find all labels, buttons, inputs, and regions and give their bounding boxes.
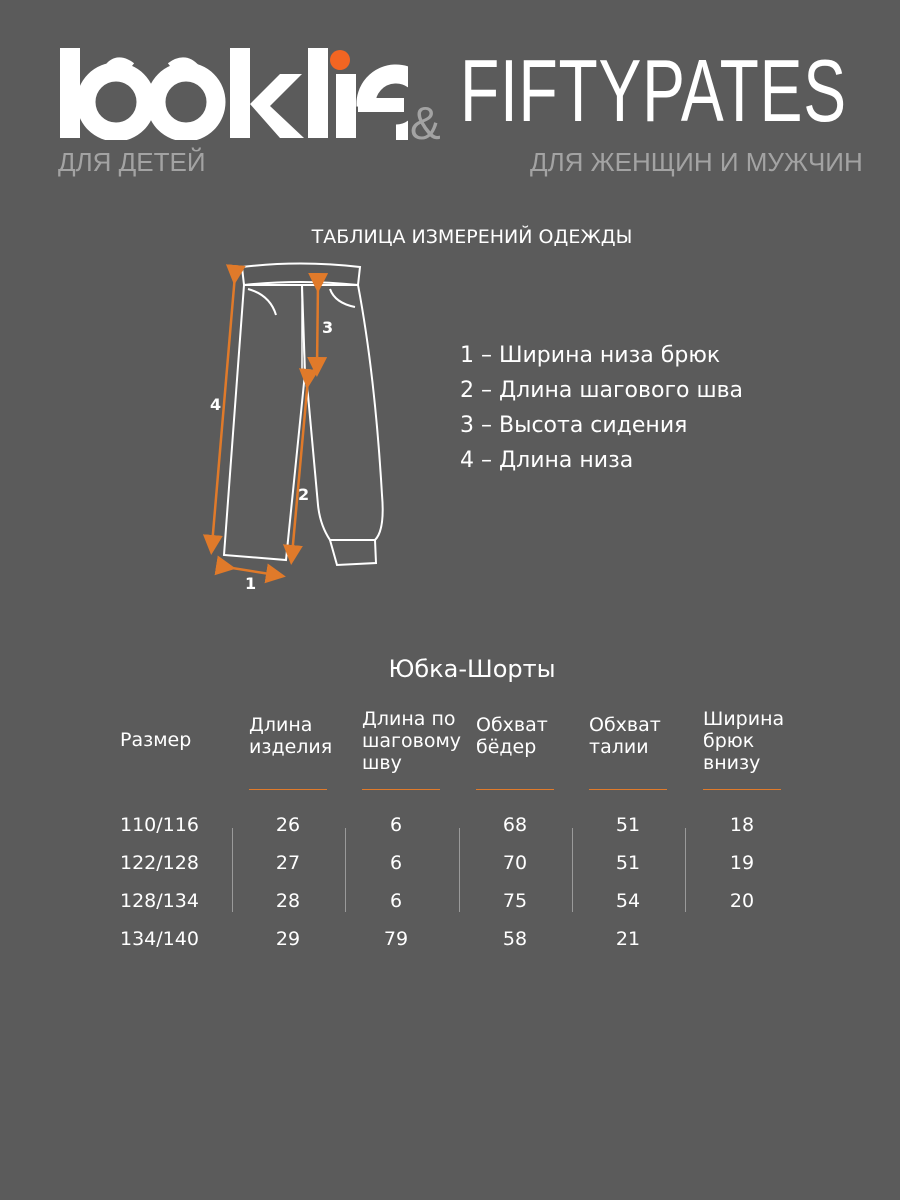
table-cell: 68	[502, 814, 528, 836]
column-header: Ширина брюк внизу	[703, 708, 785, 774]
column-divider	[572, 828, 573, 912]
header-underline	[476, 789, 554, 790]
legend-item: 3 – Высота сидения	[460, 413, 688, 438]
column-header: Обхват талии	[589, 714, 661, 758]
measurement-legend	[460, 338, 743, 478]
table-cell: 6	[389, 852, 403, 874]
fiftypates-subtitle: ДЛЯ ЖЕНЩИН И МУЖЧИН	[530, 147, 863, 177]
table-cell: 70	[502, 852, 528, 874]
column-header: Длина по шаговому шву	[362, 708, 462, 774]
column-header: Размер	[120, 729, 192, 751]
marker-3: 3	[322, 318, 334, 337]
measurement-caption: ТАБЛИЦА ИЗМЕРЕНИЙ ОДЕЖДЫ	[311, 226, 633, 248]
table-cell: 6	[389, 890, 403, 912]
fiftypates-logo: FIFTYPATES	[460, 41, 847, 140]
table-cell: 26	[275, 814, 301, 836]
table-cell: 21	[615, 928, 641, 950]
size-label: 134/140	[120, 928, 199, 950]
legend-item: 4 – Длина низа	[460, 448, 634, 473]
column-divider	[345, 828, 346, 912]
marker-4: 4	[210, 395, 222, 414]
table-cell: 20	[729, 890, 755, 912]
size-label: 128/134	[120, 890, 199, 912]
marker-1: 1	[245, 574, 257, 593]
size-label: 122/128	[120, 852, 199, 874]
lookie-logo	[58, 40, 408, 140]
column-divider	[232, 828, 233, 912]
table-cell: 18	[729, 814, 755, 836]
table-cell: 58	[502, 928, 528, 950]
size-label: 110/116	[120, 814, 199, 836]
table-cell: 19	[729, 852, 755, 874]
table-cell: 28	[275, 890, 301, 912]
table-cell: 27	[275, 852, 301, 874]
product-title: Юбка-Шорты	[388, 655, 556, 683]
header-underline	[249, 789, 327, 790]
column-header: Длина изделия	[249, 714, 333, 758]
marker-2: 2	[298, 485, 310, 504]
table-cell: 51	[615, 814, 641, 836]
table-cell: 54	[615, 890, 641, 912]
header-underline	[362, 789, 440, 790]
header-underline	[703, 789, 781, 790]
column-divider	[685, 828, 686, 912]
table-cell: 75	[502, 890, 528, 912]
legend-item: 1 – Ширина низа брюк	[460, 343, 721, 368]
table-cell: 6	[389, 814, 403, 836]
ampersand: &	[410, 97, 441, 149]
table-cell: 79	[383, 928, 409, 950]
column-header: Обхват бёдер	[476, 714, 548, 758]
table-cell: 29	[275, 928, 301, 950]
table-cell: 51	[615, 852, 641, 874]
lookie-subtitle: ДЛЯ ДЕТЕЙ	[58, 147, 206, 177]
header-underline	[589, 789, 667, 790]
column-divider	[459, 828, 460, 912]
pants-diagram	[190, 255, 410, 600]
legend-item: 2 – Длина шагового шва	[460, 378, 744, 403]
